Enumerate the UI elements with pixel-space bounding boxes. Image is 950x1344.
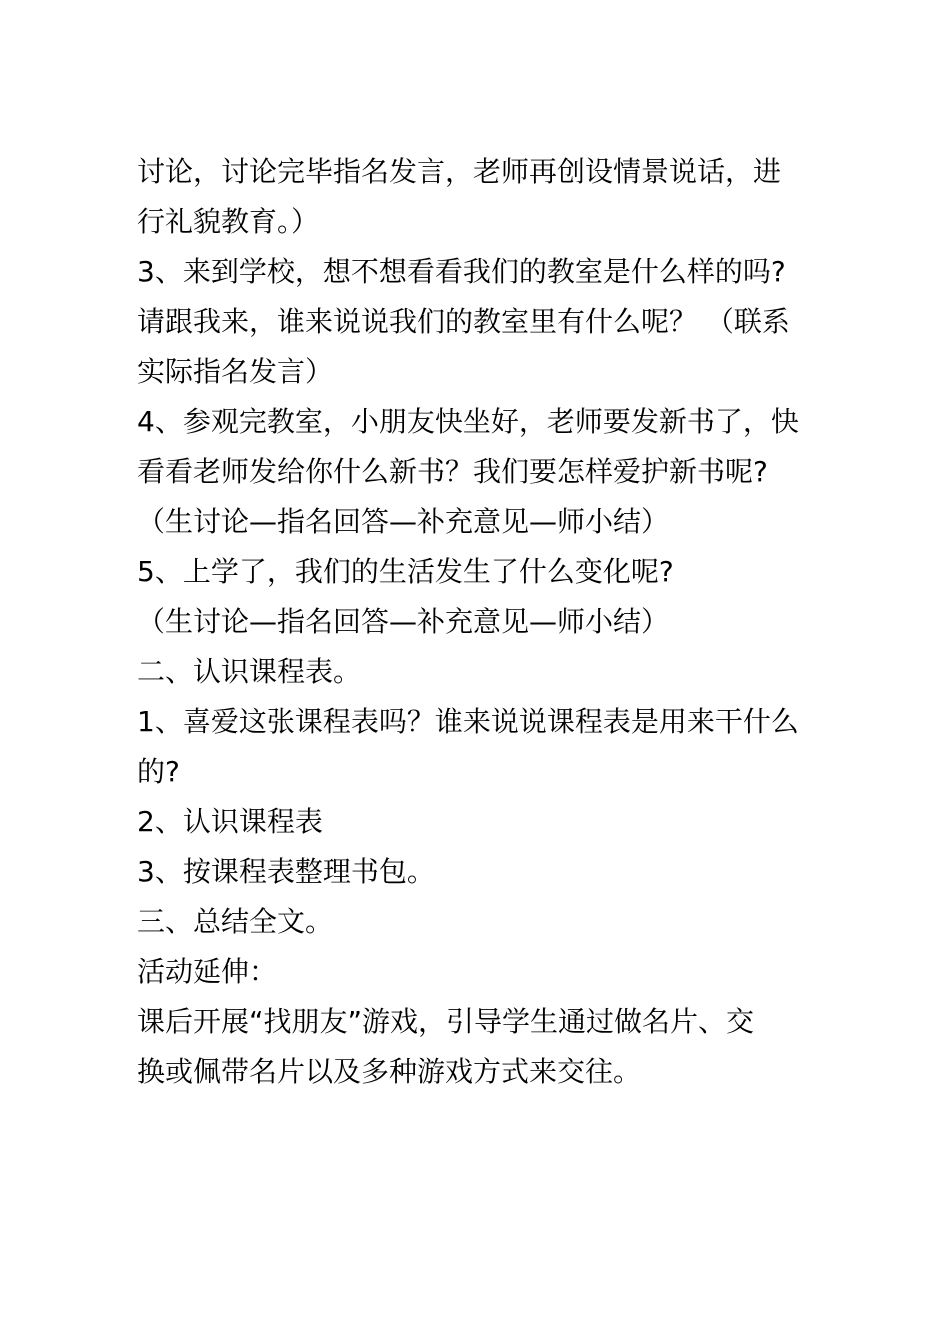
text-line-13: 的? bbox=[137, 755, 180, 788]
text-line-8: （生讨论—指名回答—补充意见—师小结） bbox=[137, 505, 670, 538]
text-line-4: 请跟我来，谁来说说我们的教室里有什么呢？ （联系 bbox=[137, 305, 790, 338]
document-body bbox=[137, 147, 827, 1097]
section-heading-2: 二、认识课程表。 bbox=[137, 655, 362, 688]
text-line-5: 实际指名发言） bbox=[137, 355, 334, 388]
activity-extension-heading: 活动延伸： bbox=[137, 955, 278, 988]
text-line-7: 看看老师发给你什么新书？我们要怎样爱护新书呢? bbox=[137, 455, 768, 488]
section-heading-3: 三、总结全文。 bbox=[137, 905, 334, 938]
text-line-14: 2、认识课程表 bbox=[137, 805, 323, 838]
text-line-10: （生讨论—指名回答—补充意见—师小结） bbox=[137, 605, 670, 638]
text-line-6: 4、参观完教室，小朋友快坐好，老师要发新书了，快 bbox=[137, 405, 799, 438]
text-line-12: 1、喜爱这张课程表吗？谁来说说课程表是用来干什么 bbox=[137, 705, 799, 738]
text-line-1: 讨论，讨论完毕指名发言，老师再创设情景说话，进 bbox=[137, 155, 782, 188]
text-line-15: 3、按课程表整理书包。 bbox=[137, 855, 435, 888]
text-line-18: 课后开展“找朋友”游戏，引导学生通过做名片、交 bbox=[137, 1005, 755, 1038]
text-line-9: 5、上学了，我们的生活发生了什么变化呢? bbox=[137, 555, 674, 588]
text-line-2: 行礼貌教育。） bbox=[137, 205, 320, 238]
text-line-19: 换或佩带名片以及多种游戏方式来交往。 bbox=[137, 1055, 642, 1088]
text-line-3: 3、来到学校，想不想看看我们的教室是什么样的吗? bbox=[137, 255, 786, 288]
